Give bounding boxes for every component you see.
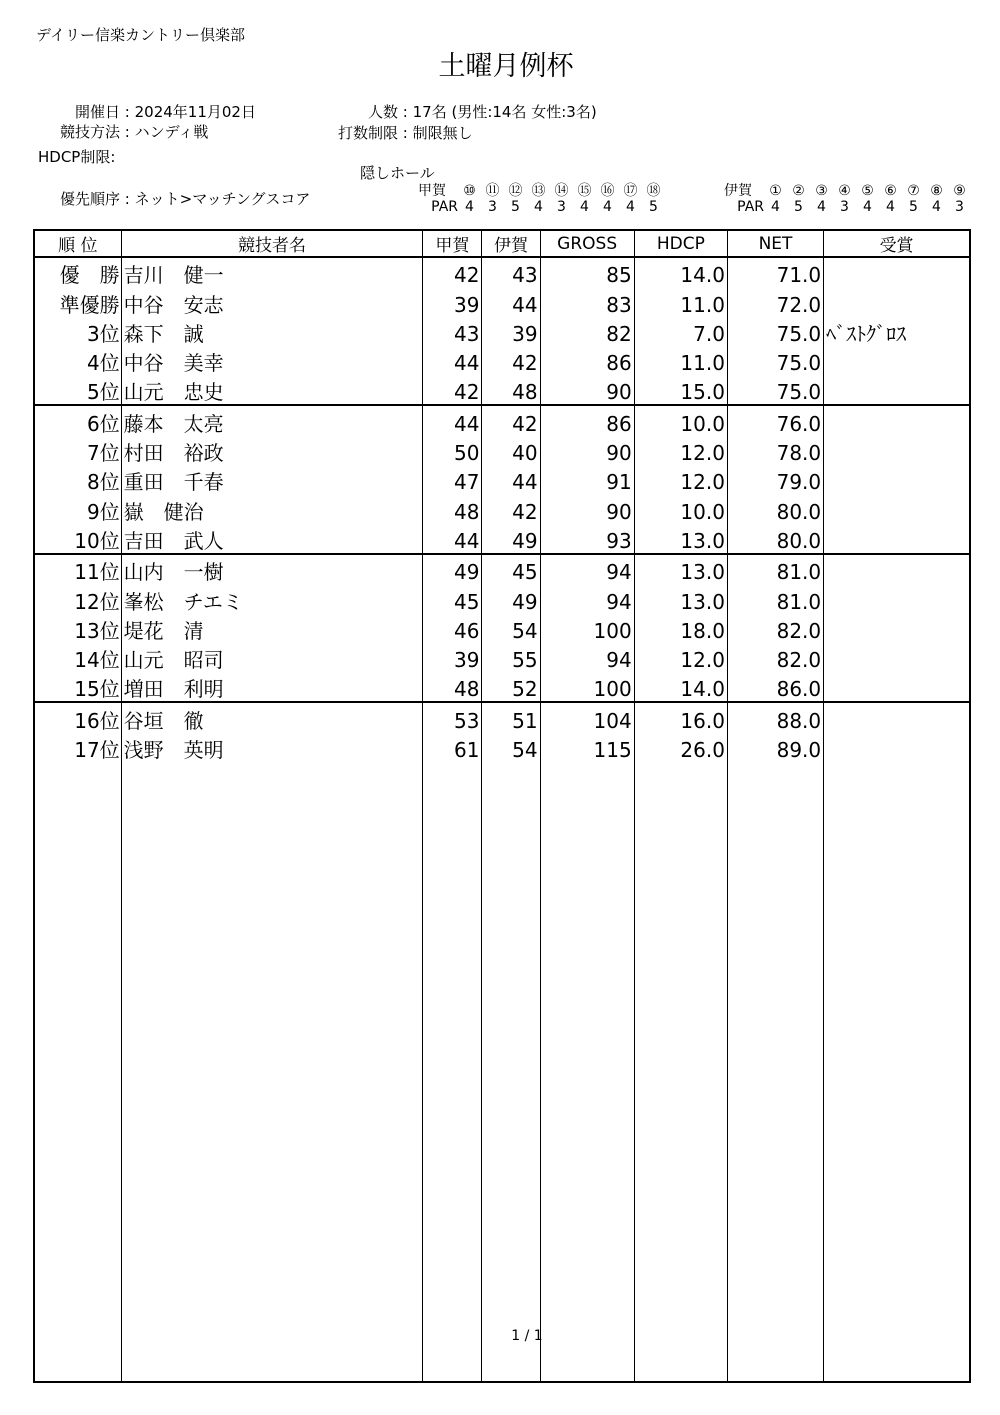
hole-cell: 5 <box>649 199 658 215</box>
hole-cell: 3 <box>955 199 964 215</box>
table-row <box>34 317 970 346</box>
empty-cell <box>423 762 482 1382</box>
hole-cell: 5 <box>909 199 918 215</box>
cell-name: 谷垣 徹 <box>121 702 423 732</box>
cell-rank: 4位 <box>34 346 121 375</box>
page-title: 土曜月例杯 <box>438 51 574 82</box>
cell-name: 森下 誠 <box>121 317 423 346</box>
cell-award <box>824 375 970 405</box>
cell-hdcp: 13.0 <box>634 584 727 613</box>
hole-cell: ⑱ <box>646 183 661 199</box>
cell-hdcp: 16.0 <box>634 702 727 732</box>
cell-award <box>824 672 970 702</box>
cell-hdcp: 12.0 <box>634 643 727 672</box>
meta-priority <box>30 188 310 209</box>
table-row <box>34 702 970 732</box>
empty-cell <box>634 762 727 1382</box>
cell-rank: 16位 <box>34 702 121 732</box>
club-name: デイリー信楽カントリー倶楽部 <box>36 26 245 44</box>
hole-cell: 4 <box>817 199 826 215</box>
hole-cell: 4 <box>932 199 941 215</box>
hole-cell: ⑦ <box>907 183 920 199</box>
cell-award <box>824 346 970 375</box>
hole-cell: ⑫ <box>508 183 523 199</box>
cell-name: 山内 一樹 <box>121 554 423 584</box>
cell-in: 52 <box>482 672 540 702</box>
cell-name: 吉川 健一 <box>121 257 423 287</box>
table-row <box>34 375 970 405</box>
cell-net: 80.0 <box>727 494 823 523</box>
cell-in: 42 <box>482 494 540 523</box>
cell-net: 82.0 <box>727 614 823 643</box>
hdcp-limit-label: HDCP制限: <box>38 148 116 166</box>
col-rank: 順 位 <box>34 230 121 257</box>
cell-award <box>824 733 970 762</box>
method-sep: : <box>124 123 130 141</box>
empty-cell <box>482 762 540 1382</box>
cell-award <box>824 405 970 435</box>
hole-cell: 4 <box>886 199 895 215</box>
cell-award <box>824 702 970 732</box>
cell-hdcp: 26.0 <box>634 733 727 762</box>
cell-rank: 優 勝 <box>34 257 121 287</box>
hole-cell: 3 <box>557 199 566 215</box>
out-pars-row <box>418 199 665 215</box>
cell-rank: 11位 <box>34 554 121 584</box>
cell-gross: 83 <box>540 287 634 316</box>
hole-cell: ⑮ <box>577 183 592 199</box>
cell-net: 79.0 <box>727 465 823 494</box>
hole-cell: ⑥ <box>884 183 897 199</box>
cell-name: 嶽 健治 <box>121 494 423 523</box>
meta-method <box>30 121 208 142</box>
cell-in: 54 <box>482 614 540 643</box>
cell-gross: 94 <box>540 554 634 584</box>
cell-name: 村田 裕政 <box>121 436 423 465</box>
cell-gross: 91 <box>540 465 634 494</box>
cell-rank: 準優勝 <box>34 287 121 316</box>
filler-row <box>34 762 970 1382</box>
cell-in: 43 <box>482 257 540 287</box>
cell-gross: 85 <box>540 257 634 287</box>
date-value: 2024年11月02日 <box>134 103 256 121</box>
page-number: 1 / 1 <box>511 1328 543 1344</box>
cell-out: 49 <box>423 554 482 584</box>
hole-cell: 5 <box>511 199 520 215</box>
cell-net: 89.0 <box>727 733 823 762</box>
cell-gross: 94 <box>540 643 634 672</box>
cell-in: 49 <box>482 524 540 554</box>
hole-cell: 4 <box>580 199 589 215</box>
cell-hdcp: 11.0 <box>634 346 727 375</box>
cell-net: 81.0 <box>727 554 823 584</box>
cell-gross: 86 <box>540 346 634 375</box>
priority-sep: : <box>124 190 130 208</box>
meta-date <box>30 101 256 122</box>
priority-value: ネット>マッチングスコア <box>134 190 311 208</box>
cell-hdcp: 13.0 <box>634 554 727 584</box>
hole-cell: ① <box>769 183 782 199</box>
cell-award <box>824 614 970 643</box>
empty-cell <box>540 762 634 1382</box>
meta-count <box>330 101 597 122</box>
cell-out: 48 <box>423 494 482 523</box>
hole-cell: ② <box>792 183 805 199</box>
empty-cell <box>34 762 121 1382</box>
cell-hdcp: 12.0 <box>634 465 727 494</box>
cell-name: 浅野 英明 <box>121 733 423 762</box>
hidden-holes-label: 隠しホール <box>360 164 435 182</box>
cell-out: 39 <box>423 287 482 316</box>
cell-out: 48 <box>423 672 482 702</box>
cell-gross: 115 <box>540 733 634 762</box>
table-row <box>34 287 970 316</box>
cell-rank: 10位 <box>34 524 121 554</box>
cell-out: 42 <box>423 375 482 405</box>
cell-in: 44 <box>482 465 540 494</box>
table-row <box>34 584 970 613</box>
in-holes-row <box>724 180 971 200</box>
cell-rank: 9位 <box>34 494 121 523</box>
hole-cell: 4 <box>465 199 474 215</box>
cell-hdcp: 10.0 <box>634 405 727 435</box>
col-in: 伊賀 <box>482 230 540 257</box>
cell-gross: 93 <box>540 524 634 554</box>
hole-cell: ⑨ <box>953 183 966 199</box>
cell-net: 71.0 <box>727 257 823 287</box>
hole-cell: ⑰ <box>623 183 638 199</box>
col-out: 甲賀 <box>423 230 482 257</box>
cell-gross: 86 <box>540 405 634 435</box>
cell-rank: 5位 <box>34 375 121 405</box>
cell-gross: 90 <box>540 375 634 405</box>
hole-cell: ④ <box>838 183 851 199</box>
cell-rank: 12位 <box>34 584 121 613</box>
hole-cell: ⑪ <box>485 183 500 199</box>
cell-gross: 90 <box>540 436 634 465</box>
cell-rank: 14位 <box>34 643 121 672</box>
out-holes-row <box>418 180 665 200</box>
cell-hdcp: 14.0 <box>634 257 727 287</box>
cell-award <box>824 524 970 554</box>
table-row <box>34 465 970 494</box>
cell-in: 44 <box>482 287 540 316</box>
empty-cell <box>727 762 823 1382</box>
cell-out: 42 <box>423 257 482 287</box>
cell-name: 増田 利明 <box>121 672 423 702</box>
cell-gross: 94 <box>540 584 634 613</box>
cell-net: 75.0 <box>727 375 823 405</box>
cell-out: 45 <box>423 584 482 613</box>
hole-cell: ⑤ <box>861 183 874 199</box>
count-label: 人数 <box>367 103 398 121</box>
in-pars-row <box>724 199 971 215</box>
cell-rank: 8位 <box>34 465 121 494</box>
cell-in: 51 <box>482 702 540 732</box>
cell-rank: 17位 <box>34 733 121 762</box>
cell-name: 吉田 武人 <box>121 524 423 554</box>
method-value: ハンディ戦 <box>134 123 209 141</box>
col-name: 競技者名 <box>121 230 423 257</box>
hole-cell: ⑧ <box>930 183 943 199</box>
cell-hdcp: 10.0 <box>634 494 727 523</box>
cell-rank: 13位 <box>34 614 121 643</box>
cell-hdcp: 13.0 <box>634 524 727 554</box>
col-hdcp: HDCP <box>634 230 727 257</box>
cell-out: 61 <box>423 733 482 762</box>
cell-gross: 82 <box>540 317 634 346</box>
cell-hdcp: 15.0 <box>634 375 727 405</box>
out-par-label: PAR <box>431 199 458 215</box>
cell-out: 44 <box>423 524 482 554</box>
limit-sep: : <box>402 124 408 142</box>
table-row <box>34 614 970 643</box>
cell-gross: 100 <box>540 672 634 702</box>
count-sep: : <box>402 103 408 121</box>
hole-cell: 4 <box>626 199 635 215</box>
cell-out: 46 <box>423 614 482 643</box>
cell-rank: 3位 <box>34 317 121 346</box>
cell-award <box>824 287 970 316</box>
cell-in: 40 <box>482 436 540 465</box>
cell-gross: 90 <box>540 494 634 523</box>
cell-out: 53 <box>423 702 482 732</box>
cell-out: 44 <box>423 346 482 375</box>
table-row <box>34 257 970 287</box>
table-row <box>34 733 970 762</box>
hole-cell: 3 <box>488 199 497 215</box>
cell-in: 42 <box>482 346 540 375</box>
table-row <box>34 524 970 554</box>
cell-out: 50 <box>423 436 482 465</box>
cell-hdcp: 14.0 <box>634 672 727 702</box>
cell-award: ﾍﾞｽﾄｸﾞﾛｽ <box>824 317 970 346</box>
hole-cell: 5 <box>794 199 803 215</box>
hole-cell: 4 <box>534 199 543 215</box>
cell-name: 堤花 清 <box>121 614 423 643</box>
cell-net: 76.0 <box>727 405 823 435</box>
cell-out: 39 <box>423 643 482 672</box>
table-row <box>34 436 970 465</box>
cell-net: 72.0 <box>727 287 823 316</box>
cell-name: 中谷 安志 <box>121 287 423 316</box>
cell-gross: 104 <box>540 702 634 732</box>
col-gross: GROSS <box>540 230 634 257</box>
cell-hdcp: 11.0 <box>634 287 727 316</box>
header-row <box>34 230 970 257</box>
cell-award <box>824 494 970 523</box>
cell-award <box>824 554 970 584</box>
hole-cell: ⑬ <box>531 183 546 199</box>
hole-cell: 4 <box>603 199 612 215</box>
hole-cell: ③ <box>815 183 828 199</box>
limit-label: 打数制限 <box>337 124 398 142</box>
cell-hdcp: 7.0 <box>634 317 727 346</box>
cell-in: 48 <box>482 375 540 405</box>
table-row <box>34 554 970 584</box>
cell-award <box>824 584 970 613</box>
cell-net: 80.0 <box>727 524 823 554</box>
cell-net: 82.0 <box>727 643 823 672</box>
cell-name: 山元 忠史 <box>121 375 423 405</box>
results-table <box>33 229 971 1383</box>
in-course-name: 伊賀 <box>724 183 752 199</box>
cell-net: 88.0 <box>727 702 823 732</box>
hole-cell: ⑯ <box>600 183 615 199</box>
out-course-name: 甲賀 <box>418 183 446 199</box>
cell-name: 山元 昭司 <box>121 643 423 672</box>
limit-value: 制限無し <box>412 124 473 142</box>
cell-net: 78.0 <box>727 436 823 465</box>
cell-name: 藤本 太亮 <box>121 405 423 435</box>
cell-in: 54 <box>482 733 540 762</box>
date-sep: : <box>124 103 130 121</box>
date-label: 開催日 <box>74 103 120 121</box>
table-row <box>34 494 970 523</box>
cell-hdcp: 18.0 <box>634 614 727 643</box>
empty-cell <box>824 762 970 1382</box>
cell-net: 75.0 <box>727 317 823 346</box>
cell-in: 45 <box>482 554 540 584</box>
cell-net: 75.0 <box>727 346 823 375</box>
cell-out: 44 <box>423 405 482 435</box>
cell-in: 49 <box>482 584 540 613</box>
cell-gross: 100 <box>540 614 634 643</box>
cell-out: 47 <box>423 465 482 494</box>
cell-name: 峯松 チエミ <box>121 584 423 613</box>
meta-limit <box>310 122 473 143</box>
table-row <box>34 346 970 375</box>
cell-name: 重田 千春 <box>121 465 423 494</box>
count-value: 17名 (男性:14名 女性:3名) <box>412 103 597 121</box>
hole-cell: 4 <box>863 199 872 215</box>
cell-award <box>824 643 970 672</box>
empty-cell <box>121 762 423 1382</box>
cell-out: 43 <box>423 317 482 346</box>
cell-in: 55 <box>482 643 540 672</box>
cell-rank: 7位 <box>34 436 121 465</box>
cell-rank: 6位 <box>34 405 121 435</box>
cell-rank: 15位 <box>34 672 121 702</box>
col-award: 受賞 <box>824 230 970 257</box>
cell-in: 42 <box>482 405 540 435</box>
cell-name: 中谷 美幸 <box>121 346 423 375</box>
cell-net: 86.0 <box>727 672 823 702</box>
hole-cell: ⑩ <box>463 183 476 199</box>
col-net: NET <box>727 230 823 257</box>
table-row <box>34 643 970 672</box>
cell-in: 39 <box>482 317 540 346</box>
hole-cell: 4 <box>771 199 780 215</box>
priority-label: 優先順序 <box>59 190 120 208</box>
in-par-label: PAR <box>737 199 764 215</box>
cell-award <box>824 257 970 287</box>
cell-hdcp: 12.0 <box>634 436 727 465</box>
table-row <box>34 405 970 435</box>
cell-net: 81.0 <box>727 584 823 613</box>
cell-award <box>824 436 970 465</box>
method-label: 競技方法 <box>59 123 120 141</box>
cell-award <box>824 465 970 494</box>
hole-cell: ⑭ <box>554 183 569 199</box>
table-row <box>34 672 970 702</box>
hole-cell: 3 <box>840 199 849 215</box>
